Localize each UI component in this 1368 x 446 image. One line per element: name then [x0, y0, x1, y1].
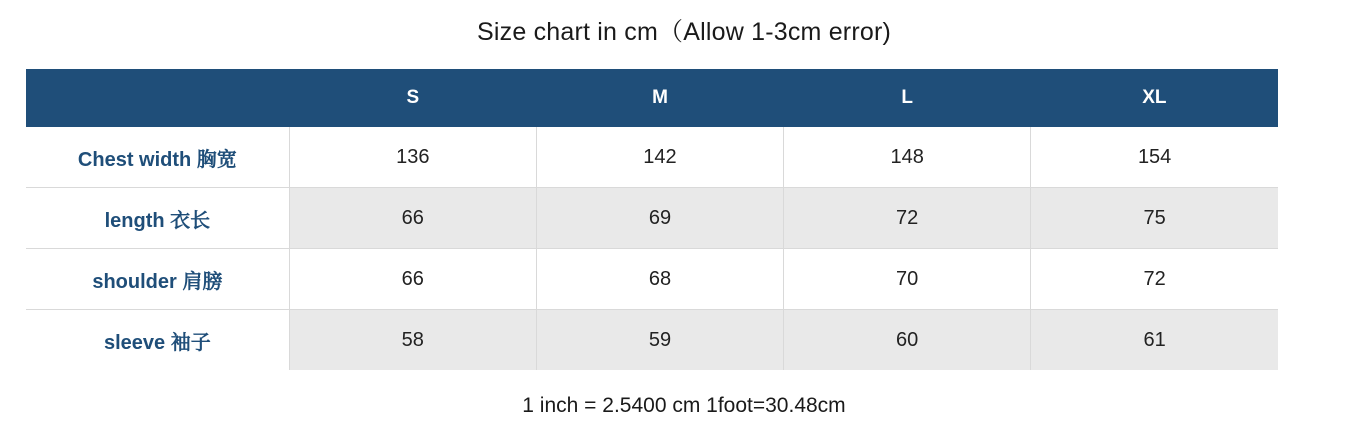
table-corner-cell	[26, 69, 289, 127]
size-table	[26, 69, 1278, 370]
cell-length-s: 66	[289, 188, 536, 249]
table-row	[26, 127, 1278, 188]
cell-sleeve-m: 59	[536, 310, 783, 371]
cell-chest-width-l: 148	[784, 127, 1031, 188]
row-label-shoulder: shoulder 肩膀	[26, 249, 289, 310]
table-row	[26, 188, 1278, 249]
cell-chest-width-s: 136	[289, 127, 536, 188]
row-label-length: length 衣长	[26, 188, 289, 249]
cell-shoulder-m: 68	[536, 249, 783, 310]
row-label-sleeve: sleeve 袖子	[26, 310, 289, 371]
column-header-l: L	[784, 69, 1031, 127]
cell-length-m: 69	[536, 188, 783, 249]
cell-shoulder-l: 70	[784, 249, 1031, 310]
unit-conversion-note: 1 inch = 2.5400 cm 1foot=30.48cm	[522, 394, 846, 417]
cell-sleeve-s: 58	[289, 310, 536, 371]
cell-chest-width-m: 142	[536, 127, 783, 188]
cell-chest-width-xl: 154	[1031, 127, 1278, 188]
table-body	[26, 127, 1278, 370]
cell-sleeve-xl: 61	[1031, 310, 1278, 371]
cell-sleeve-l: 60	[784, 310, 1031, 371]
row-label-chest-width: Chest width 胸宽	[26, 127, 289, 188]
size-table-container	[26, 69, 1278, 370]
cell-shoulder-s: 66	[289, 249, 536, 310]
page-title: Size chart in cm（Allow 1-3cm error)	[476, 18, 892, 46]
column-header-s: S	[289, 69, 536, 127]
cell-shoulder-xl: 72	[1031, 249, 1278, 310]
table-header	[26, 69, 1278, 127]
cell-length-xl: 75	[1031, 188, 1278, 249]
column-header-m: M	[536, 69, 783, 127]
table-row	[26, 249, 1278, 310]
column-header-xl: XL	[1031, 69, 1278, 127]
cell-length-l: 72	[784, 188, 1031, 249]
table-row	[26, 310, 1278, 371]
header-row	[26, 69, 1278, 127]
